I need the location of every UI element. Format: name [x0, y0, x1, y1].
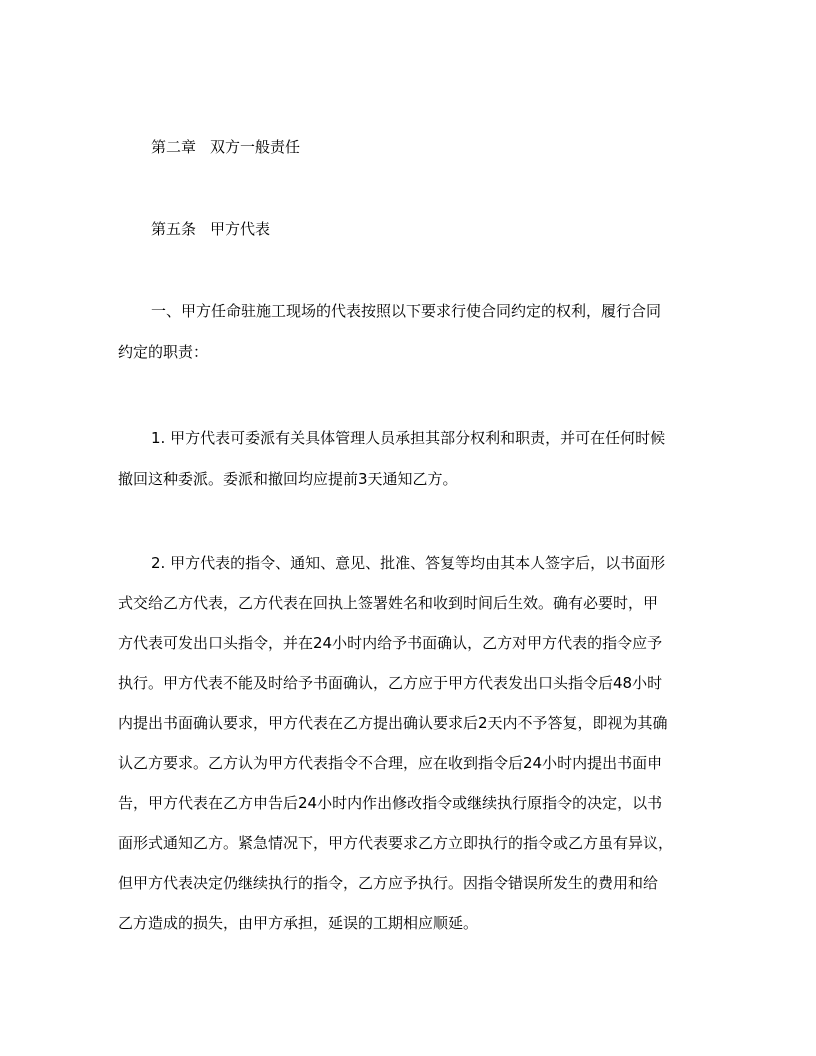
item-2-line: 内提出书面确认要求，甲方代表在乙方提出确认要求后2天内不予答复，即视为其确: [118, 714, 668, 732]
item-2-line: 执行。甲方代表不能及时给予书面确认，乙方应于甲方代表发出口头指令后48小时: [118, 674, 663, 692]
item-1-line: 撤回这种委派。委派和撤回均应提前3天通知乙方。: [118, 470, 458, 488]
chapter-number: 第二章: [151, 138, 197, 156]
section-1-line: 约定的职责：: [118, 343, 209, 361]
chapter-title: 双方一般责任: [210, 138, 301, 156]
item-2-line: 认乙方要求。乙方认为甲方代表指令不合理，应在收到指令后24小时内提出书面申: [118, 754, 663, 772]
item-2-line: 告，甲方代表在乙方申告后24小时内作出修改指令或继续执行原指令的决定，以书: [118, 794, 663, 812]
article-heading: [151, 219, 270, 239]
item-2-line: 方代表可发出口头指令，并在24小时内给予书面确认，乙方对甲方代表的指令应予: [118, 634, 663, 652]
article-number: 第五条: [151, 220, 197, 238]
item-2-line: 乙方造成的损失，由甲方承担，延误的工期相应顺延。: [118, 914, 479, 932]
section-1-line: 一、甲方任命驻施工现场的代表按照以下要求行使合同约定的权利，履行合同: [151, 302, 662, 320]
item-2-line: 但甲方代表决定仍继续执行的指令，乙方应予执行。因指令错误所发生的费用和给: [118, 874, 659, 892]
item-2-line: 式交给乙方代表，乙方代表在回执上签署姓名和收到时间后生效。确有必要时，甲: [118, 594, 659, 612]
article-title: 甲方代表: [210, 220, 271, 238]
item-2-line: 面形式通知乙方。紧急情况下，甲方代表要求乙方立即执行的指令或乙方虽有异议，: [118, 834, 674, 852]
chapter-heading: [151, 137, 300, 157]
item-2-line: 2. 甲方代表的指令、通知、意见、批准、答复等均由其本人签字后，以书面形: [151, 554, 666, 572]
item-1-line: 1. 甲方代表可委派有关具体管理人员承担其部分权利和职责，并可在任何时候: [151, 429, 666, 447]
